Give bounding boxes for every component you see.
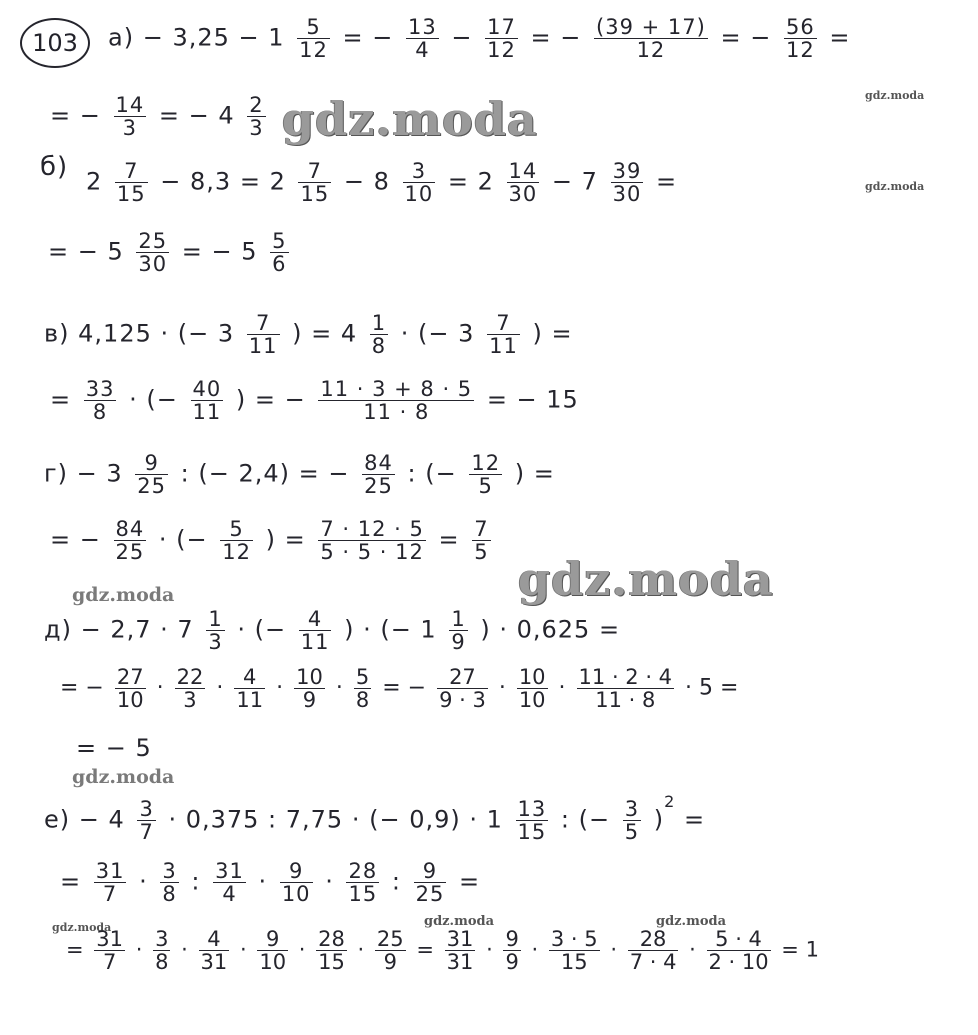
expr-text: = − 4 bbox=[158, 101, 235, 130]
part-label-d: д) bbox=[44, 615, 72, 644]
expr-text: · 0,375 : 7,75 · (− 0,9) · 1 bbox=[168, 805, 503, 834]
fraction: $\frac{3}{7}$ bbox=[139, 797, 154, 845]
expr-text: = − bbox=[60, 675, 104, 701]
fraction: $\frac{3}{10}$ bbox=[404, 159, 434, 207]
expr-text: · bbox=[610, 937, 617, 962]
fraction: $\frac{3}{8}$ bbox=[162, 859, 177, 907]
line-d-2 bbox=[60, 666, 738, 711]
expr-text: = bbox=[66, 937, 84, 962]
part-label-a: а) bbox=[108, 23, 135, 52]
expr-text: · (− bbox=[129, 385, 178, 414]
expr-text: = − 5 bbox=[181, 237, 258, 266]
fraction: $\frac{28}{15}$ bbox=[318, 927, 345, 975]
expr-text: ) = bbox=[514, 459, 555, 488]
fraction: $\frac{7}{15}$ bbox=[300, 159, 330, 207]
fraction: $\frac{7}{11}$ bbox=[489, 311, 518, 359]
expr-text: · (− 3 bbox=[400, 319, 475, 348]
expr-text: − 8 bbox=[343, 167, 390, 196]
expr-text: − 3,25 − 1 bbox=[142, 23, 285, 52]
watermark-small: gdz.moda bbox=[656, 914, 727, 929]
expr-text: = 1 bbox=[781, 937, 819, 962]
fraction: $\frac{17}{12}$ bbox=[487, 15, 516, 63]
watermark-small: gdz.moda bbox=[52, 921, 112, 934]
fraction: $\frac{84}{25}$ bbox=[364, 451, 393, 499]
fraction: $\frac{10}{9}$ bbox=[296, 665, 323, 713]
expr-text: · bbox=[357, 937, 365, 962]
line-a-1 bbox=[108, 16, 850, 61]
expr-text: · bbox=[335, 675, 343, 701]
expr-text: : (− bbox=[560, 805, 611, 834]
expr-text: · bbox=[325, 867, 334, 896]
expr-text: − 8,3 = 2 bbox=[160, 167, 286, 196]
expr-text: : bbox=[191, 867, 201, 896]
fraction: $\frac{3}{5}$ bbox=[624, 797, 640, 845]
fraction: $\frac{27}{9 \cdot 3}$ bbox=[439, 665, 486, 713]
fraction: $\frac{9}{10}$ bbox=[259, 927, 287, 975]
fraction: $\frac{9}{10}$ bbox=[281, 859, 311, 907]
fraction: $\frac{11 \cdot 3 + 8 \cdot 5}{11 \cdot 8}$ bbox=[320, 377, 473, 425]
watermark-small: gdz.moda bbox=[424, 914, 495, 929]
fraction: $\frac{(39 + 17)}{12}$ bbox=[596, 15, 706, 63]
expr-text: 2 bbox=[86, 167, 103, 196]
expr-text: − 3 bbox=[76, 459, 123, 488]
line-e-3 bbox=[66, 928, 819, 973]
expr-text: ) bbox=[653, 805, 665, 834]
fraction: $\frac{5}{12}$ bbox=[299, 15, 328, 63]
expr-text: = − 15 bbox=[486, 385, 579, 414]
fraction: $\frac{3}{8}$ bbox=[155, 927, 169, 975]
fraction: $\frac{9}{25}$ bbox=[415, 859, 445, 907]
expr-text: · bbox=[258, 867, 268, 896]
expr-text: · bbox=[531, 937, 539, 962]
part-label-g: г) bbox=[44, 459, 68, 488]
expr-text: 4,125 · (− 3 bbox=[78, 319, 235, 348]
fraction: $\frac{11 \cdot 2 \cdot 4}{11 \cdot 8}$ bbox=[578, 665, 673, 713]
watermark-large: gdz.moda bbox=[518, 552, 774, 606]
fraction: $\frac{4}{31}$ bbox=[200, 927, 228, 975]
line-g-1 bbox=[44, 452, 555, 497]
expr-text: = − bbox=[720, 23, 772, 52]
fraction: $\frac{7}{11}$ bbox=[248, 311, 278, 359]
expr-text: = − bbox=[382, 675, 427, 701]
expr-text: · 5 = bbox=[685, 675, 739, 701]
fraction: $\frac{25}{30}$ bbox=[138, 229, 168, 277]
fraction: $\frac{12}{5}$ bbox=[471, 451, 501, 499]
part-label-v: в) bbox=[44, 319, 70, 348]
expr-text: = − bbox=[50, 101, 101, 130]
fraction: $\frac{31}{4}$ bbox=[215, 859, 244, 907]
expr-text: = 2 bbox=[447, 167, 494, 196]
line-e-1 bbox=[44, 792, 706, 845]
expr-text: = bbox=[829, 23, 851, 52]
expr-text: · bbox=[239, 937, 247, 962]
expr-text: : (− bbox=[407, 459, 457, 488]
fraction: $\frac{1}{8}$ bbox=[371, 311, 387, 359]
fraction: $\frac{31}{31}$ bbox=[446, 927, 474, 975]
fraction: $\frac{25}{9}$ bbox=[376, 927, 404, 975]
expr-text: − bbox=[451, 23, 473, 52]
fraction: $\frac{4}{11}$ bbox=[300, 607, 330, 655]
fraction: $\frac{31}{7}$ bbox=[96, 927, 124, 975]
watermark-small: gdz.moda bbox=[865, 89, 925, 102]
fraction: $\frac{5 \cdot 4}{2 \cdot 10}$ bbox=[708, 927, 769, 975]
expr-text: ) = bbox=[265, 525, 306, 554]
expr-text: ) = bbox=[532, 319, 573, 348]
expr-text: · bbox=[486, 937, 493, 962]
fraction: $\frac{31}{7}$ bbox=[95, 859, 125, 907]
watermark-large: gdz.moda bbox=[282, 92, 538, 146]
fraction: $\frac{5}{12}$ bbox=[222, 517, 251, 565]
expr-text: = bbox=[416, 937, 434, 962]
watermark-medium: gdz.moda bbox=[72, 766, 175, 788]
expr-text: · bbox=[276, 675, 284, 701]
fraction: $\frac{33}{8}$ bbox=[85, 377, 115, 425]
expr-text: ) · 0,625 = bbox=[480, 615, 621, 644]
fraction: $\frac{7 \cdot 12 \cdot 5}{5 \cdot 5 \cdot 12}$ bbox=[320, 517, 424, 565]
fraction: $\frac{5}{6}$ bbox=[272, 229, 287, 277]
fraction: $\frac{1}{3}$ bbox=[208, 607, 223, 655]
expr-text: · bbox=[689, 937, 696, 962]
watermark-small: gdz.moda bbox=[865, 180, 925, 193]
line-b-2 bbox=[48, 230, 293, 275]
fraction: $\frac{9}{25}$ bbox=[137, 451, 167, 499]
fraction: $\frac{10}{10}$ bbox=[518, 665, 546, 713]
line-v-1 bbox=[44, 312, 573, 357]
expr-text: − 2,7 · 7 bbox=[80, 615, 194, 644]
fraction: $\frac{4}{11}$ bbox=[236, 665, 264, 713]
expr-text: : (− 2,4) = − bbox=[180, 459, 350, 488]
problem-number-circle bbox=[20, 18, 90, 68]
expr-text: = bbox=[458, 867, 481, 896]
line-e-2 bbox=[60, 860, 480, 905]
fraction: $\frac{28}{7 \cdot 4}$ bbox=[629, 927, 677, 975]
line-v-2 bbox=[50, 378, 579, 423]
fraction: $\frac{27}{10}$ bbox=[116, 665, 144, 713]
fraction: $\frac{14}{3}$ bbox=[115, 93, 145, 141]
expr-text: · bbox=[558, 675, 566, 701]
expr-text: : bbox=[391, 867, 401, 896]
expr-text: · bbox=[139, 867, 148, 896]
line-d-3: = − 5 bbox=[76, 734, 152, 762]
expr-text: ) = 4 bbox=[292, 319, 358, 348]
problem-number: 103 bbox=[32, 29, 78, 57]
fraction: $\frac{13}{15}$ bbox=[517, 797, 547, 845]
expr-text: · (− bbox=[237, 615, 287, 644]
expr-text: = − bbox=[530, 23, 582, 52]
part-label-e: е) bbox=[44, 805, 71, 834]
fraction: $\frac{1}{9}$ bbox=[451, 607, 466, 655]
fraction: $\frac{7}{15}$ bbox=[116, 159, 146, 207]
fraction: $\frac{14}{30}$ bbox=[508, 159, 538, 207]
line-a-2 bbox=[50, 94, 270, 139]
exponent: 2 bbox=[664, 792, 676, 811]
expr-text: = − bbox=[342, 23, 394, 52]
expr-text: = bbox=[60, 867, 82, 896]
fraction: $\frac{39}{30}$ bbox=[612, 159, 642, 207]
expr-text: · bbox=[135, 937, 143, 962]
fraction: $\frac{84}{25}$ bbox=[115, 517, 145, 565]
fraction: $\frac{3 \cdot 5}{15}$ bbox=[550, 927, 598, 975]
expr-text: · (− bbox=[158, 525, 208, 554]
expr-text: ) = − bbox=[235, 385, 306, 414]
part-label-b: б) bbox=[40, 152, 69, 182]
expr-text: = bbox=[438, 525, 460, 554]
expr-text: − 4 bbox=[78, 805, 125, 834]
fraction: $\frac{2}{3}$ bbox=[249, 93, 264, 141]
expr-text: · bbox=[498, 675, 506, 701]
fraction: $\frac{9}{9}$ bbox=[505, 927, 519, 975]
expr-text: · bbox=[181, 937, 188, 962]
expr-text: − 7 bbox=[551, 167, 598, 196]
fraction: $\frac{40}{11}$ bbox=[192, 377, 222, 425]
expr-text: = bbox=[683, 805, 706, 834]
expr-text: = bbox=[655, 167, 678, 196]
expr-text: = − bbox=[50, 525, 101, 554]
expr-text: = bbox=[50, 385, 72, 414]
fraction: $\frac{28}{15}$ bbox=[348, 859, 378, 907]
expr-text: ) · (− 1 bbox=[344, 615, 437, 644]
line-b-1 bbox=[86, 160, 677, 205]
fraction: $\frac{5}{8}$ bbox=[355, 665, 370, 713]
fraction: $\frac{13}{4}$ bbox=[408, 15, 437, 63]
fraction: $\frac{56}{12}$ bbox=[785, 15, 815, 63]
expr-text: = − 5 bbox=[48, 237, 124, 266]
line-g-2 bbox=[50, 518, 495, 563]
expr-text: · bbox=[298, 937, 306, 962]
watermark-medium: gdz.moda bbox=[72, 584, 175, 606]
expr-text: · bbox=[156, 675, 164, 701]
fraction: $\frac{7}{5}$ bbox=[474, 517, 489, 565]
fraction: $\frac{22}{3}$ bbox=[176, 665, 204, 713]
expr-text: · bbox=[216, 675, 224, 701]
line-d-1 bbox=[44, 608, 620, 653]
